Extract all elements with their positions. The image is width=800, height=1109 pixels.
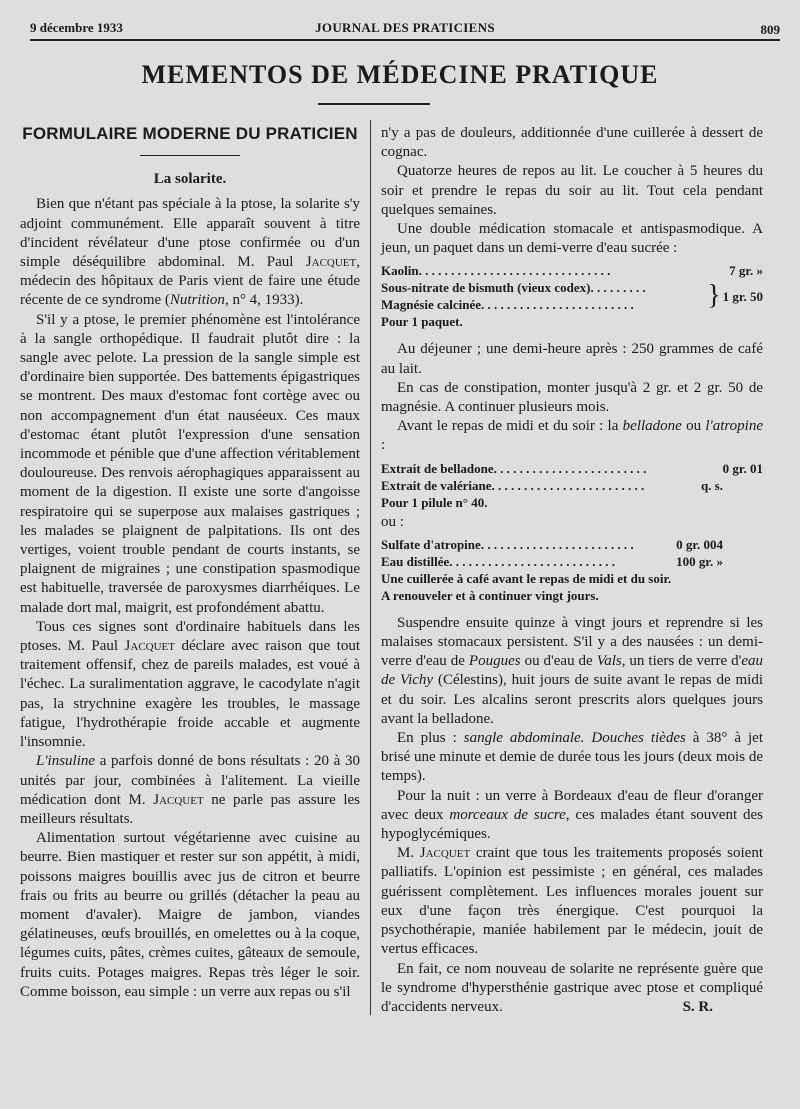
article-title: La solarite. [153,171,227,188]
rx-line: Kaolin . . . . . . . . . . . . . . . . . . . . . . . . . . . . . . 7 gr. » [381,263,763,279]
right-column [381,124,763,1017]
cited-journal: Nutrition [169,292,225,309]
prescription-powder [381,262,763,330]
rx-line: Sous-nitrate de bismuth (vieux codex) . . . . . . . . . [381,280,646,296]
left-paragraph-3: Tous ces signes sont d'ordinaire habituels dans les ptoses. M. Paul Jacquet déclare avec raison que tout traitement offensif, chez de pareils malades, est voué à l'échec. La suralimentation aggrave, le cacodylate n'agit pas, la strychnine exagère les troubles, le massage fatigue, l'hydrothérapie froide accable et augmente l'insomnie. [20,618,360,751]
rx-line: Extrait de belladone . . . . . . . . . . . . . . . . . . . . . . . . 0 gr. 01 [381,460,763,476]
rx-line: Magnésie calcinée . . . . . . . . . . . . . . . . . . . . . . . . [381,297,634,313]
author-name: Jacquet [124,638,175,655]
header-journal-name: JOURNAL DES PRATICIENS [315,20,495,35]
right-paragraph-2: Quatorze heures de repos au lit. Le coucher à 5 heures du soir et prendre le repas du soir au lit. Tout cela pendant quelques semaines. [381,163,763,218]
header-page-number: 809 [760,22,780,37]
page-title: MEMENTOS DE MÉDECINE PRATIQUE [141,60,659,89]
brace-glyph: } [707,280,721,312]
rx-brace-group: Sous-nitrate de bismuth (vieux codex) . . . . . . . . . Magnésie calcinée . . . . . . . . . . . . . . . . . . . . . . . . } 1 gr. 50 [381,280,763,313]
right-paragraph-3: Une double médication stomacale et antispasmodique. A jeun, un paquet dans un demi-verre d'eau sucrée : [381,221,763,257]
right-paragraph-9: Pour la nuit : un verre à Bordeaux d'eau de fleur d'oranger avec deux morceaux de sucre, ces malades étant souvent des hypoglycémiques. [381,787,763,843]
title-rule [318,103,430,105]
left-column [20,124,360,1002]
left-paragraph-5: Alimentation surtout végétarienne avec cuisine au beurre. Bien mastiquer et rester sur son appétit, à midi, poissons maigres bouillis avec jus de citron et beurre frais ou frits au beurre ou grillés (détacher la peau au moment d'avaler). Maigre de jambon, viandes gélatineuses, œufs brouillés, en omelettes ou à la coque, légumes cuits, pâtes, crèmes cuites, gâteaux de semoule, fruits cuits. Potages maigres. Repas très léger le soir. Comme boisson, eau simple : un verre aux repas ou s'il [20,830,360,1000]
section-title: FORMULAIRE MODERNE DU PRATICIEN [22,124,358,143]
header-rule [30,39,780,41]
rx-note: A renouveler et à continuer vingt jours. [381,587,599,603]
right-paragraph-11: En fait, ce nom nouveau de solarite ne représente guère que le syndrome d'hypersthénie gastrique avec ptose et compliqué d'accidents nerveux. [381,960,763,1015]
author-name: Jacquet [305,254,357,271]
prescription-pill [381,460,763,511]
rx-note: Pour 1 pilule n° 40. [381,494,488,510]
left-paragraph-4: L'insuline a parfois donné de bons résultats : 20 à 30 unités par jour, combinées à l'alitement. La vieille médication dont M. Jacquet ne parle pas assure les meilleurs résultats. [20,753,361,827]
right-paragraph-4: Au déjeuner ; une demi-heure après : 250 grammes de café au lait. [381,341,763,377]
alternative-label: ou : [381,513,404,530]
author-name: Jacquet [419,845,471,862]
left-paragraph-1: Bien que n'étant pas spéciale à la ptose, la solarite s'y adjoint communément. Elle apparaît souvent à titre d'incident révélateur d'une ptose confirmée ou d'un simple déséquilibre abdominal. M. Paul Jacquet, médecin des hôpitaux de Paris vient de faire une étude récente de ce syndrome (Nutrition, n° 4, 1933). [20,196,360,309]
rx-note: Pour 1 paquet. [381,314,463,330]
right-paragraph-5: En cas de constipation, monter jusqu'à 2 gr. et 2 gr. 50 de magnésie. A continuer plusieurs mois. [381,379,763,416]
header-date: 9 décembre 1933 [30,20,123,35]
right-paragraph-8: En plus : sangle abdominale. Douches tièdes à 38° à jet brisé une minute et demie de durée tous les jours (deux mois de temps). [381,730,764,785]
right-paragraph-7: Suspendre ensuite quinze à vingt jours et reprendre si les malaises stomacaux persistent. S'il y a des nausées : un demi-verre d'eau de Pougues ou d'eau de Vals, un tiers de verre d'eau de Vichy (Célestins), huit jours de suite avant le repas de midi et du soir. Les alcalins seront prescrits alors quelques jours avant la belladone. [381,614,763,727]
running-header [30,20,780,38]
left-paragraph-2: S'il y a ptose, le premier phénomène est l'intolérance à la sangle orthopédique. Il faudrait plutôt dire : la sangle avec pelote. La pression de la sangle simple est d'ordinaire bien supportée. Des battements épigastriques se montrent. Des maux d'estomac font cortège avec ou non accompagnement d'un état nauséeux. Ces maux d'estomac étant plutôt l'expression d'une sensation incommode et pénible que d'une affection véritablement douloureuse. Des renvois aérophagiques apparaissent au moment de la digestion. Il existe une sorte d'angoisse respiratoire qui se superpose aux malaises gastriques ; les malades se plaignent de palpitations. Ils ont des vertiges, voient trouble pendant de courts instants, se plaignent de migraines ; une constipation spasmodique est habituelle, traversée de paroxysmes diarrhéiques. Le malade dort mal, maigrit, est profondément abattu. [20,311,360,616]
right-paragraph-10: M. Jacquet craint que tous les traitements proposés soient palliatifs. L'opinion est pessimiste ; en général, ces malades guérissent complètement. Les influences morales jouent sur eux d'une façon très énergique. C'est pourquoi la psychothérapie, maniée habilement par le médecin, jouit de vertus efficaces. [381,845,763,958]
signature: S. R. [682,999,713,1016]
column-divider [370,120,371,1015]
section-rule [140,155,240,156]
rx-line: Sulfate d'atropine . . . . . . . . . . . . . . . . . . . . . . . . 0 gr. 004 [381,536,723,552]
rx-line: Eau distillée . . . . . . . . . . . . . . . . . . . . . . . . . . 100 gr. » [381,553,723,569]
rx-note: Une cuillerée à café avant le repas de midi et du soir. [381,570,672,586]
prescription-drops [381,536,763,604]
right-paragraph-6: Avant le repas de midi et du soir : la belladone ou l'atropine : [381,418,763,454]
rx-line: Extrait de valériane . . . . . . . . . . . . . . . . . . . . . . . . q. s. [381,477,723,493]
author-name: Jacquet [153,791,204,808]
right-paragraph-1: n'y a pas de douleurs, additionnée d'une cuillerée à dessert de cognac. [381,125,763,161]
